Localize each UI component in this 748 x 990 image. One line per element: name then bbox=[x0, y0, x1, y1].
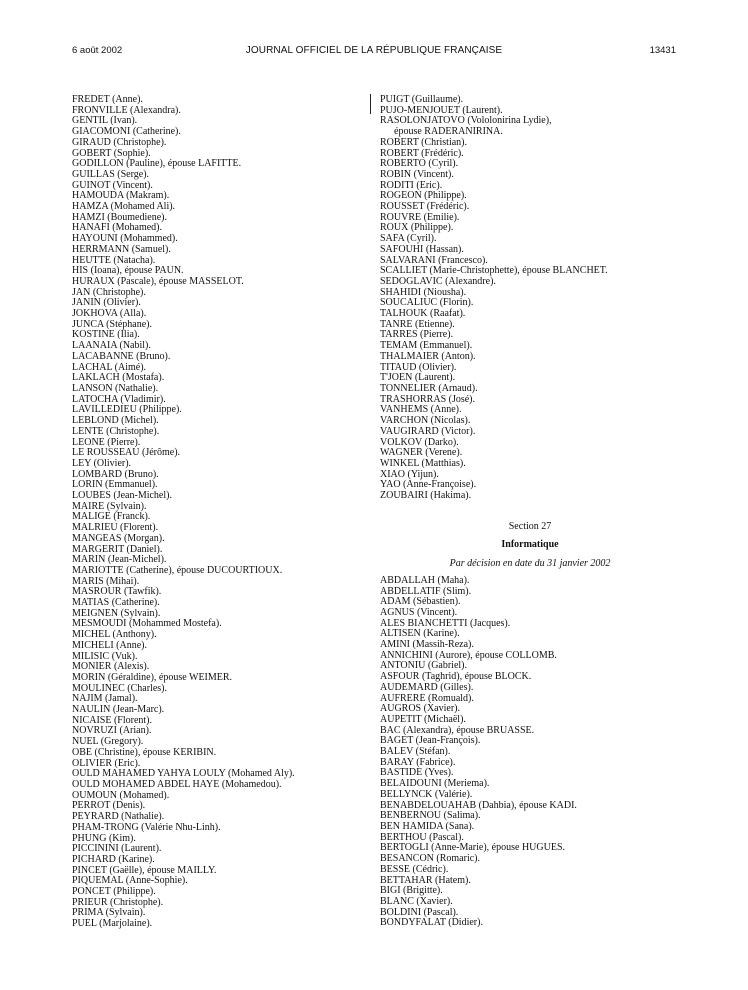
header-page-number: 13431 bbox=[649, 45, 676, 56]
name-entry: MARIN (Jean-Michel). bbox=[72, 554, 167, 566]
name-entry: JANIN (Olivier). bbox=[72, 297, 141, 309]
name-entry: PUEL (Marjolaine). bbox=[72, 918, 153, 930]
name-entry: OBE (Christine), épouse KERIBIN. bbox=[72, 746, 217, 758]
name-entry: PUIGT (Guillaume). bbox=[380, 94, 464, 105]
name-entry: AUDEMARD (Gilles). bbox=[380, 681, 474, 693]
name-entry: ROBERT (Frédéric). bbox=[380, 147, 464, 159]
name-entry: LACABANNE (Bruno). bbox=[72, 350, 171, 362]
name-entry: ROBIN (Vincent). bbox=[380, 168, 454, 180]
name-entry: BOLDINI (Pascal). bbox=[380, 906, 459, 918]
name-entry: PRIEUR (Christophe). bbox=[72, 896, 164, 908]
left-column bbox=[72, 95, 362, 930]
name-entry: TONNELIER (Arnaud). bbox=[380, 382, 478, 394]
name-entry: SAFOUHI (Hassan). bbox=[380, 243, 464, 255]
name-entry: AMINI (Massih-Reza). bbox=[380, 639, 474, 651]
name-entry: SHAHIDI (Niousha). bbox=[380, 286, 467, 298]
name-entry: BIGI (Brigitte). bbox=[380, 885, 443, 897]
name-entry: TARRES (Pierre). bbox=[380, 329, 454, 341]
name-entry: PEYRARD (Nathalie). bbox=[72, 811, 165, 823]
name-entry: VOLKOV (Darko). bbox=[380, 436, 459, 448]
name-entry: ANNICHINI (Aurore), épouse COLLOMB. bbox=[380, 649, 557, 661]
name-entry: FREDET (Anne). bbox=[72, 94, 143, 105]
name-entry: NAJIM (Jamal). bbox=[72, 693, 138, 705]
name-entry: BENABDELOUAHAB (Dahbia), épouse KADI. bbox=[380, 799, 577, 811]
name-entry: SCALLIET (Marie-Christophette), épouse BLANCHET. bbox=[380, 265, 608, 277]
name-entry: GODILLON (Pauline), épouse LAFITTE. bbox=[72, 158, 242, 170]
name-entry: AUPETIT (Michaël). bbox=[380, 713, 466, 725]
name-entry: MORIN (Géraldine), épouse WEIMER. bbox=[72, 671, 233, 683]
name-entry: GUINOT (Vincent). bbox=[72, 179, 153, 191]
name-entry: LE ROUSSEAU (Jérôme). bbox=[72, 447, 181, 459]
name-entry: VARCHON (Nicolas). bbox=[380, 415, 471, 427]
name-entry: ALTISEN (Karine). bbox=[380, 628, 460, 640]
name-entry: ABDALLAH (Maha). bbox=[380, 574, 470, 586]
name-entry: PIQUEMAL (Anne-Sophie). bbox=[72, 875, 188, 887]
name-entry: HAMZI (Boumediene). bbox=[72, 211, 167, 223]
name-entry: SAFA (Cyril). bbox=[380, 233, 437, 245]
name-entry: TRASHORRAS (José). bbox=[380, 393, 476, 405]
page-header bbox=[72, 45, 676, 59]
name-entry: MASROUR (Tawfik). bbox=[72, 586, 162, 598]
name-entry: TEMAM (Emmanuel). bbox=[380, 340, 473, 352]
name-entry: MATIAS (Catherine). bbox=[72, 597, 160, 609]
name-entry: PONCET (Philippe). bbox=[72, 886, 156, 898]
name-entry: PRIMA (Sylvain). bbox=[72, 907, 146, 919]
name-entry: MOULINEC (Charles). bbox=[72, 682, 167, 694]
name-entry: ADAM (Sébastien). bbox=[380, 596, 461, 608]
name-entry: FRONVILLE (Alexandra). bbox=[72, 104, 181, 116]
name-entry: ROBERTO (Cyril). bbox=[380, 158, 459, 170]
name-entry: ROBERT (Christian). bbox=[380, 136, 467, 148]
name-entry: BASTIDE (Yves). bbox=[380, 767, 454, 779]
name-entry: LOUBES (Jean-Michel). bbox=[72, 490, 172, 502]
name-entry: PHAM-TRONG (Valérie Nhu-Linh). bbox=[72, 821, 221, 833]
name-entry: AUFRERE (Romuald). bbox=[380, 692, 474, 704]
name-entry: BETTAHAR (Hatem). bbox=[380, 874, 471, 886]
name-entry: WINKEL (Matthias). bbox=[380, 457, 466, 469]
name-entry: MEIGNEN (Sylvain). bbox=[72, 607, 161, 619]
name-entry: ROUX (Philippe). bbox=[380, 222, 454, 234]
name-entry: HEUTTE (Natacha). bbox=[72, 254, 156, 266]
section-subtitle: Informatique bbox=[501, 539, 559, 551]
name-entry: BELLYNCK (Valérie). bbox=[380, 788, 473, 800]
name-entry: HURAUX (Pascale), épouse MASSELOT. bbox=[72, 275, 244, 287]
name-entry: BERTHOU (Pascal). bbox=[380, 831, 464, 843]
name-entry: RODITI (Eric). bbox=[380, 179, 443, 191]
name-entry: LANSON (Nathalie). bbox=[72, 382, 159, 394]
name-entry: NOVRUZI (Arian). bbox=[72, 725, 152, 737]
name-entry: ROUSSET (Frédéric). bbox=[380, 201, 470, 213]
name-entry: OLIVIER (Eric). bbox=[72, 757, 141, 769]
header-date: 6 août 2002 bbox=[72, 45, 123, 56]
decision-line: Par décision en date du 31 janvier 2002 bbox=[449, 558, 611, 570]
name-entry: LEBLOND (Michel). bbox=[72, 415, 159, 427]
name-entry: ROGEON (Philippe). bbox=[380, 190, 467, 202]
name-entry: MESMOUDI (Mohammed Mostefa). bbox=[72, 618, 222, 630]
name-entry: HAMZA (Mohamed Ali). bbox=[72, 201, 176, 213]
name-entry: LOMBARD (Bruno). bbox=[72, 468, 159, 480]
name-entry: HAYOUNI (Mohammed). bbox=[72, 233, 178, 245]
right-column-top-list bbox=[380, 95, 680, 502]
name-entry: HIS (Ioana), épouse PAUN. bbox=[72, 265, 184, 277]
name-entry: HANAFI (Mohamed). bbox=[72, 222, 162, 234]
name-entry: MONIER (Alexis). bbox=[72, 661, 150, 673]
column-divider bbox=[370, 94, 371, 114]
name-entry: BESSE (Cédric). bbox=[380, 863, 449, 875]
name-entry: LATOCHA (Vladimir). bbox=[72, 393, 166, 405]
name-entry: VANHEMS (Anne). bbox=[380, 404, 462, 416]
name-entry: NAULIN (Jean-Marc). bbox=[72, 704, 165, 716]
name-entry: BONDYFALAT (Didier). bbox=[380, 917, 483, 929]
name-entry: T'JOEN (Laurent). bbox=[380, 372, 456, 384]
name-entry: SEDOGLAVIC (Alexandre). bbox=[380, 275, 496, 287]
name-entry: GIRAUD (Christophe). bbox=[72, 136, 167, 148]
name-entry: NICAISE (Florent). bbox=[72, 714, 152, 726]
name-entry: BESANCON (Romaric). bbox=[380, 853, 480, 865]
name-entry: PICHARD (Karine). bbox=[72, 853, 155, 865]
name-entry: PHUNG (Kim). bbox=[72, 832, 136, 844]
name-entry: WAGNER (Verene). bbox=[380, 447, 463, 459]
name-entry: LENTE (Christophe). bbox=[72, 425, 160, 437]
name-entry: LEONE (Pierre). bbox=[72, 436, 141, 448]
name-entry: BLANC (Xavier). bbox=[380, 895, 453, 907]
name-entry: AUGROS (Xavier). bbox=[380, 703, 460, 715]
name-entry: PINCET (Gaëlle), épouse MAILLY. bbox=[72, 864, 217, 876]
name-entry: MAIRE (Sylvain). bbox=[72, 500, 147, 512]
name-entry: BEN HAMIDA (Sana). bbox=[380, 821, 475, 832]
name-entry: VAUGIRARD (Victor). bbox=[380, 425, 476, 437]
name-entry: MICHELI (Anne). bbox=[72, 639, 147, 651]
name-entry: BERTOGLI (Anne-Marie), épouse HUGUES. bbox=[380, 842, 566, 854]
name-entry: MARIS (Mihai). bbox=[72, 575, 140, 587]
name-entry: ANTONIU (Gabriel). bbox=[380, 660, 468, 672]
name-entry: MALRIEU (Florent). bbox=[72, 522, 159, 534]
name-entry: TITAUD (Olivier). bbox=[380, 361, 457, 373]
name-entry: MARIOTTE (Catherine), épouse DUCOURTIOUX. bbox=[72, 564, 283, 576]
name-entry: HERRMANN (Samuel). bbox=[72, 243, 171, 255]
name-entry: ZOUBAIRI (Hakima). bbox=[380, 490, 472, 502]
name-entry: JUNCA (Stéphane). bbox=[72, 318, 152, 330]
name-entry: GENTIL (Ivan). bbox=[72, 115, 138, 127]
name-entry: LAVILLEDIEU (Philippe). bbox=[72, 404, 182, 416]
name-entry: MANGEAS (Morgan). bbox=[72, 532, 165, 544]
name-entry: BELAIDOUNI (Meriema). bbox=[380, 778, 490, 790]
name-entry: OULD MOHAMED ABDEL HAYE (Mohamedou). bbox=[72, 779, 282, 790]
name-entry: JAN (Christophe). bbox=[72, 286, 146, 298]
name-entry: PUJO-MENJOUET (Laurent). bbox=[380, 104, 503, 116]
name-entry: OULD MAHAMED YAHYA LOULY (Mohamed Aly). bbox=[72, 768, 295, 780]
name-entry: ABDELLATIF (Slim). bbox=[380, 585, 472, 597]
name-entry: ASFOUR (Taghrid), épouse BLOCK. bbox=[380, 671, 532, 683]
name-entry: BAGET (Jean-François). bbox=[380, 735, 481, 747]
name-entry: XIAO (Yijun). bbox=[380, 468, 439, 480]
name-entry: MALIGE (Franck). bbox=[72, 511, 151, 523]
name-entry: BAC (Alexandra), épouse BRUASSE. bbox=[380, 724, 535, 736]
name-entry: ROUVRE (Emilie). bbox=[380, 211, 460, 223]
name-entry: THALMAIER (Anton). bbox=[380, 350, 476, 362]
name-entry: MARGERIT (Daniel). bbox=[72, 543, 163, 555]
name-entry: LORIN (Emmanuel). bbox=[72, 479, 158, 491]
right-column-bottom-list bbox=[380, 576, 680, 929]
name-entry: BENBERNOU (Salima). bbox=[380, 810, 481, 822]
name-entry: KOSTINE (Ilia). bbox=[72, 329, 140, 341]
name-entry: TANRE (Etienne). bbox=[380, 318, 455, 330]
header-title: JOURNAL OFFICIEL DE LA RÉPUBLIQUE FRANÇAISE bbox=[245, 45, 503, 56]
name-entry: LACHAL (Aimé). bbox=[72, 361, 147, 373]
name-entry: ALES BIANCHETTI (Jacques). bbox=[380, 617, 511, 629]
name-entry: LEY (Olivier). bbox=[72, 457, 132, 469]
name-entry: NUEL (Gregory). bbox=[72, 736, 144, 748]
name-entry: RASOLONJATOVO (Vololonirina Lydie), bbox=[380, 115, 552, 127]
section-title: Section 27 bbox=[508, 520, 552, 532]
name-entry: GIACOMONI (Catherine). bbox=[72, 126, 181, 138]
name-entry: SALVARANI (Francesco). bbox=[380, 254, 488, 266]
name-entry: MICHEL (Anthony). bbox=[72, 629, 157, 641]
right-column bbox=[380, 95, 680, 929]
name-entry: TALHOUK (Raafat). bbox=[380, 308, 466, 320]
name-entry: BARAY (Fabrice). bbox=[380, 756, 456, 768]
name-entry: épouse RADERANIRINA. bbox=[394, 126, 503, 138]
name-entry: LAKLACH (Mostafa). bbox=[72, 372, 165, 384]
name-entry: AGNUS (Vincent). bbox=[380, 606, 458, 618]
name-entry: OUMOUN (Mohamed). bbox=[72, 789, 170, 801]
name-entry: YAO (Anne-Françoise). bbox=[380, 479, 477, 491]
name-entry: SOUCALIUC (Florin). bbox=[380, 297, 474, 309]
name-entry: MILISIC (Vuk). bbox=[72, 650, 138, 662]
name-entry: JOKHOVA (Alla). bbox=[72, 308, 147, 320]
name-entry: BALEV (Stéfan). bbox=[380, 746, 451, 758]
name-entry: GOBERT (Sophie). bbox=[72, 147, 151, 159]
name-entry: PICCININI (Laurent). bbox=[72, 843, 162, 855]
name-entry: LAANAIA (Nabil). bbox=[72, 340, 151, 352]
name-entry: PERROT (Denis). bbox=[72, 800, 146, 812]
name-entry: HAMOUDA (Makram). bbox=[72, 190, 170, 202]
name-entry: GUILLAS (Serge). bbox=[72, 168, 150, 180]
